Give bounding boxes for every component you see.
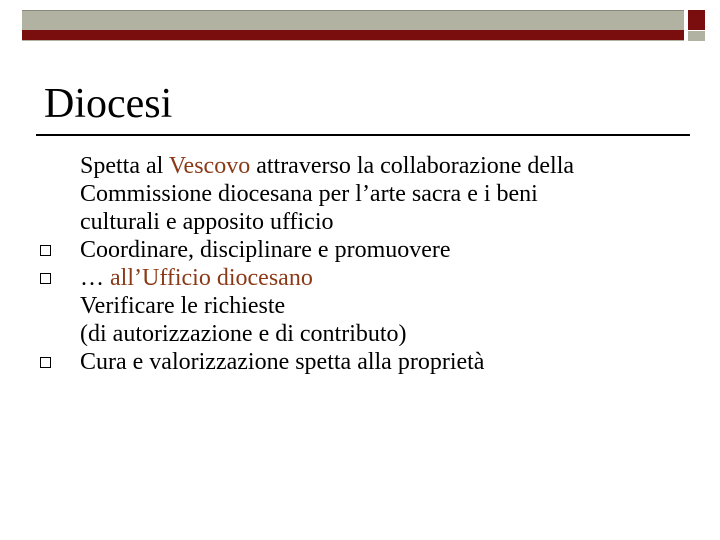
header-band-accent-strip: [22, 30, 684, 40]
text-segment: Cura e valorizzazione spetta alla proprietà: [80, 349, 485, 375]
highlighted-text: all’Ufficio diocesano: [110, 265, 313, 291]
text-line: [80, 292, 700, 320]
slide-title: Diocesi: [44, 81, 173, 127]
highlighted-text: Vescovo: [168, 153, 251, 179]
text-line: [80, 208, 700, 236]
bullet-item: [80, 348, 700, 376]
text-segment: Commissione diocesana per l’arte sacra e i beni: [80, 181, 538, 207]
bullet-item: [80, 264, 700, 292]
text-line: [80, 180, 700, 208]
text-line: [80, 320, 700, 348]
square-bullet-icon: [40, 357, 51, 368]
header-corner-square-bottom: [688, 31, 705, 41]
text-segment: Coordinare, disciplinare e promuovere: [80, 237, 451, 263]
text-segment: …: [80, 265, 110, 291]
text-segment: attraverso la collaborazione della: [250, 153, 575, 179]
title-divider: [36, 134, 690, 136]
text-segment: Spetta al: [80, 153, 169, 179]
slide-body: [80, 152, 700, 376]
text-segment: culturali e apposito ufficio: [80, 209, 334, 235]
square-bullet-icon: [40, 245, 51, 256]
text-segment: (di autorizzazione e di contributo): [80, 321, 407, 347]
text-line: [80, 152, 700, 180]
bullet-item: [80, 236, 700, 264]
header-corner-square-top: [688, 10, 705, 30]
square-bullet-icon: [40, 273, 51, 284]
text-segment: Verificare le richieste: [80, 293, 286, 319]
